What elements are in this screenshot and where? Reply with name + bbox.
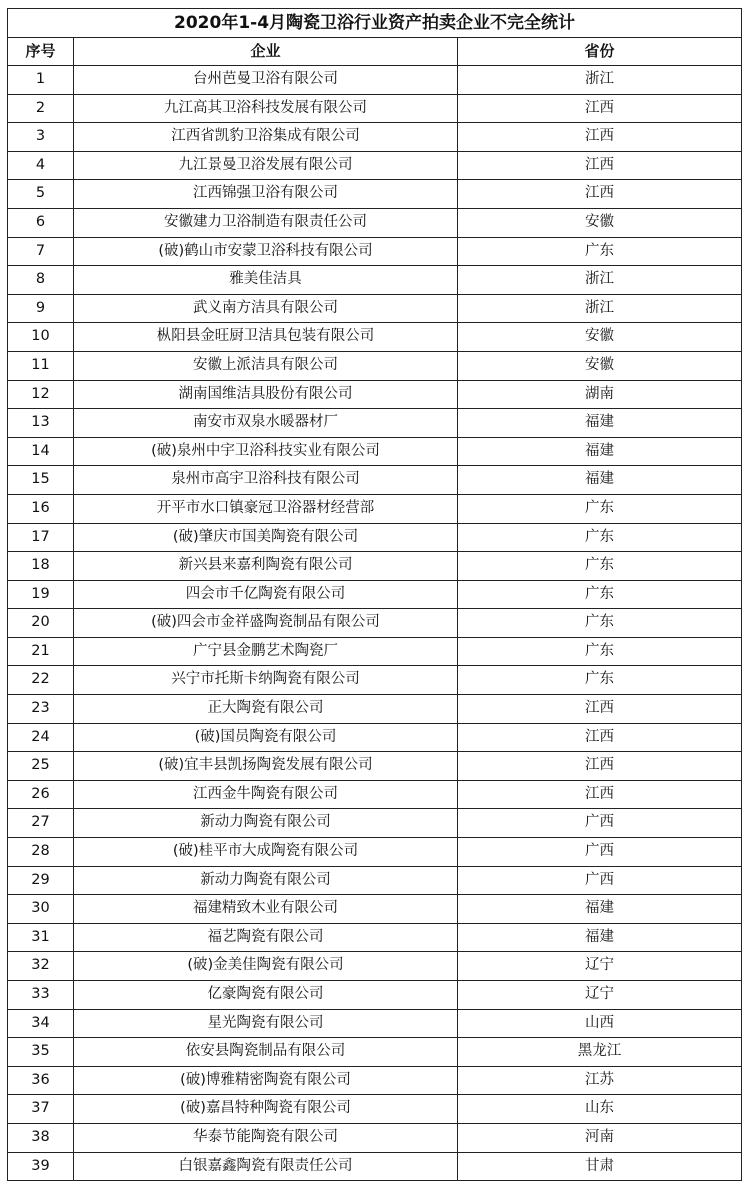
table-row — [8, 866, 742, 895]
company-name-cell: 星光陶瓷有限公司 — [74, 1009, 458, 1038]
province-cell: 福建 — [458, 923, 742, 952]
row-number-cell: 31 — [8, 923, 74, 952]
province-cell: 湖南 — [458, 380, 742, 409]
row-number-cell: 16 — [8, 494, 74, 523]
company-name-cell: 四会市千亿陶瓷有限公司 — [74, 580, 458, 609]
table-row — [8, 294, 742, 323]
company-name-cell: 武义南方洁具有限公司 — [74, 294, 458, 323]
company-name-cell: 亿豪陶瓷有限公司 — [74, 981, 458, 1010]
company-name-cell: (破)嘉昌特种陶瓷有限公司 — [74, 1095, 458, 1124]
company-name-cell: (破)宜丰县凯扬陶瓷发展有限公司 — [74, 752, 458, 781]
company-name-cell: 新动力陶瓷有限公司 — [74, 809, 458, 838]
row-number-cell: 23 — [8, 695, 74, 724]
row-number-cell: 37 — [8, 1095, 74, 1124]
company-name-cell: 新动力陶瓷有限公司 — [74, 866, 458, 895]
row-number-cell: 3 — [8, 123, 74, 152]
province-cell: 浙江 — [458, 266, 742, 295]
company-name-cell: (破)桂平市大成陶瓷有限公司 — [74, 838, 458, 867]
province-cell: 广东 — [458, 494, 742, 523]
row-number-cell: 25 — [8, 752, 74, 781]
column-header-number: 序号 — [8, 38, 74, 66]
row-number-cell: 29 — [8, 866, 74, 895]
row-number-cell: 7 — [8, 237, 74, 266]
province-cell: 福建 — [458, 895, 742, 924]
row-number-cell: 33 — [8, 981, 74, 1010]
company-name-cell: 依安县陶瓷制品有限公司 — [74, 1038, 458, 1067]
row-number-cell: 35 — [8, 1038, 74, 1067]
province-cell: 浙江 — [458, 294, 742, 323]
province-cell: 甘肃 — [458, 1152, 742, 1181]
table-body — [8, 66, 742, 1181]
province-cell: 江西 — [458, 94, 742, 123]
province-cell: 福建 — [458, 437, 742, 466]
province-cell: 安徽 — [458, 351, 742, 380]
province-cell: 山东 — [458, 1095, 742, 1124]
province-cell: 福建 — [458, 409, 742, 438]
company-name-cell: 泉州市高宇卫浴科技有限公司 — [74, 466, 458, 495]
company-name-cell: 枞阳县金旺厨卫洁具包装有限公司 — [74, 323, 458, 352]
row-number-cell: 19 — [8, 580, 74, 609]
table-row — [8, 1038, 742, 1067]
company-name-cell: (破)鹤山市安蒙卫浴科技有限公司 — [74, 237, 458, 266]
company-name-cell: 福建精致木业有限公司 — [74, 895, 458, 924]
row-number-cell: 30 — [8, 895, 74, 924]
row-number-cell: 10 — [8, 323, 74, 352]
province-cell: 黑龙江 — [458, 1038, 742, 1067]
row-number-cell: 14 — [8, 437, 74, 466]
table-row — [8, 923, 742, 952]
row-number-cell: 12 — [8, 380, 74, 409]
table-row — [8, 666, 742, 695]
table-row — [8, 208, 742, 237]
province-cell: 江苏 — [458, 1066, 742, 1095]
table-row — [8, 94, 742, 123]
row-number-cell: 34 — [8, 1009, 74, 1038]
table-row — [8, 123, 742, 152]
column-header-company: 企业 — [74, 38, 458, 66]
province-cell: 江西 — [458, 780, 742, 809]
row-number-cell: 1 — [8, 66, 74, 95]
company-name-cell: 开平市水口镇豪冠卫浴器材经营部 — [74, 494, 458, 523]
province-cell: 河南 — [458, 1123, 742, 1152]
company-name-cell: 兴宁市托斯卡纳陶瓷有限公司 — [74, 666, 458, 695]
table-row — [8, 580, 742, 609]
row-number-cell: 32 — [8, 952, 74, 981]
table-row — [8, 437, 742, 466]
title-row — [8, 9, 742, 38]
table-row — [8, 494, 742, 523]
row-number-cell: 11 — [8, 351, 74, 380]
province-cell: 广东 — [458, 552, 742, 581]
row-number-cell: 28 — [8, 838, 74, 867]
table-row — [8, 952, 742, 981]
row-number-cell: 2 — [8, 94, 74, 123]
company-name-cell: (破)泉州中宇卫浴科技实业有限公司 — [74, 437, 458, 466]
row-number-cell: 24 — [8, 723, 74, 752]
row-number-cell: 26 — [8, 780, 74, 809]
table-row — [8, 809, 742, 838]
company-name-cell: 湖南国维洁具股份有限公司 — [74, 380, 458, 409]
province-cell: 广东 — [458, 523, 742, 552]
table-row — [8, 351, 742, 380]
province-cell: 江西 — [458, 723, 742, 752]
table-row — [8, 780, 742, 809]
province-cell: 广西 — [458, 809, 742, 838]
table-row — [8, 609, 742, 638]
province-cell: 江西 — [458, 180, 742, 209]
province-cell: 广东 — [458, 237, 742, 266]
company-name-cell: 九江景曼卫浴发展有限公司 — [74, 151, 458, 180]
table-row — [8, 237, 742, 266]
company-name-cell: 台州芭曼卫浴有限公司 — [74, 66, 458, 95]
company-name-cell: 九江高其卫浴科技发展有限公司 — [74, 94, 458, 123]
company-name-cell: (破)金美佳陶瓷有限公司 — [74, 952, 458, 981]
row-number-cell: 15 — [8, 466, 74, 495]
province-cell: 广东 — [458, 637, 742, 666]
row-number-cell: 22 — [8, 666, 74, 695]
company-name-cell: 福艺陶瓷有限公司 — [74, 923, 458, 952]
company-name-cell: (破)国员陶瓷有限公司 — [74, 723, 458, 752]
table-row — [8, 151, 742, 180]
company-name-cell: 江西金牛陶瓷有限公司 — [74, 780, 458, 809]
table-row — [8, 180, 742, 209]
company-name-cell: (破)四会市金祥盛陶瓷制品有限公司 — [74, 609, 458, 638]
province-cell: 浙江 — [458, 66, 742, 95]
table-row — [8, 1152, 742, 1181]
company-name-cell: 广宁县金鹏艺术陶瓷厂 — [74, 637, 458, 666]
province-cell: 安徽 — [458, 323, 742, 352]
province-cell: 江西 — [458, 695, 742, 724]
province-cell: 广东 — [458, 666, 742, 695]
table-row — [8, 895, 742, 924]
table-row — [8, 752, 742, 781]
column-header-province: 省份 — [458, 38, 742, 66]
company-name-cell: 华泰节能陶瓷有限公司 — [74, 1123, 458, 1152]
row-number-cell: 8 — [8, 266, 74, 295]
table-row — [8, 838, 742, 867]
table-row — [8, 637, 742, 666]
table-row — [8, 466, 742, 495]
row-number-cell: 17 — [8, 523, 74, 552]
company-name-cell: 江西省凯豹卫浴集成有限公司 — [74, 123, 458, 152]
company-name-cell: 雅美佳洁具 — [74, 266, 458, 295]
table-row — [8, 1095, 742, 1124]
table-row — [8, 380, 742, 409]
province-cell: 广西 — [458, 866, 742, 895]
row-number-cell: 39 — [8, 1152, 74, 1181]
company-name-cell: 白银嘉鑫陶瓷有限责任公司 — [74, 1152, 458, 1181]
row-number-cell: 27 — [8, 809, 74, 838]
province-cell: 广东 — [458, 580, 742, 609]
table-row — [8, 409, 742, 438]
table-row — [8, 1123, 742, 1152]
company-name-cell: 安徽建力卫浴制造有限责任公司 — [74, 208, 458, 237]
province-cell: 江西 — [458, 752, 742, 781]
table-title: 2020年1-4月陶瓷卫浴行业资产拍卖企业不完全统计 — [8, 9, 742, 38]
province-cell: 广西 — [458, 838, 742, 867]
table-row — [8, 981, 742, 1010]
province-cell: 福建 — [458, 466, 742, 495]
company-name-cell: (破)肇庆市国美陶瓷有限公司 — [74, 523, 458, 552]
province-cell: 山西 — [458, 1009, 742, 1038]
row-number-cell: 13 — [8, 409, 74, 438]
company-name-cell: 新兴县来嘉利陶瓷有限公司 — [74, 552, 458, 581]
table-row — [8, 323, 742, 352]
province-cell: 江西 — [458, 151, 742, 180]
row-number-cell: 5 — [8, 180, 74, 209]
row-number-cell: 21 — [8, 637, 74, 666]
row-number-cell: 36 — [8, 1066, 74, 1095]
company-name-cell: 安徽上派洁具有限公司 — [74, 351, 458, 380]
company-name-cell: (破)博雅精密陶瓷有限公司 — [74, 1066, 458, 1095]
company-name-cell: 江西锦强卫浴有限公司 — [74, 180, 458, 209]
table-row — [8, 523, 742, 552]
header-row — [8, 38, 742, 66]
table-row — [8, 266, 742, 295]
table-row — [8, 1066, 742, 1095]
row-number-cell: 20 — [8, 609, 74, 638]
row-number-cell: 18 — [8, 552, 74, 581]
province-cell: 江西 — [458, 123, 742, 152]
auction-company-table — [7, 8, 742, 1181]
province-cell: 辽宁 — [458, 981, 742, 1010]
table-row — [8, 66, 742, 95]
table-row — [8, 695, 742, 724]
table-row — [8, 723, 742, 752]
row-number-cell: 9 — [8, 294, 74, 323]
company-name-cell: 南安市双泉水暖器材厂 — [74, 409, 458, 438]
row-number-cell: 6 — [8, 208, 74, 237]
province-cell: 广东 — [458, 609, 742, 638]
company-name-cell: 正大陶瓷有限公司 — [74, 695, 458, 724]
row-number-cell: 38 — [8, 1123, 74, 1152]
province-cell: 辽宁 — [458, 952, 742, 981]
row-number-cell: 4 — [8, 151, 74, 180]
table-row — [8, 1009, 742, 1038]
province-cell: 安徽 — [458, 208, 742, 237]
spreadsheet-table-container — [7, 8, 741, 1181]
table-row — [8, 552, 742, 581]
